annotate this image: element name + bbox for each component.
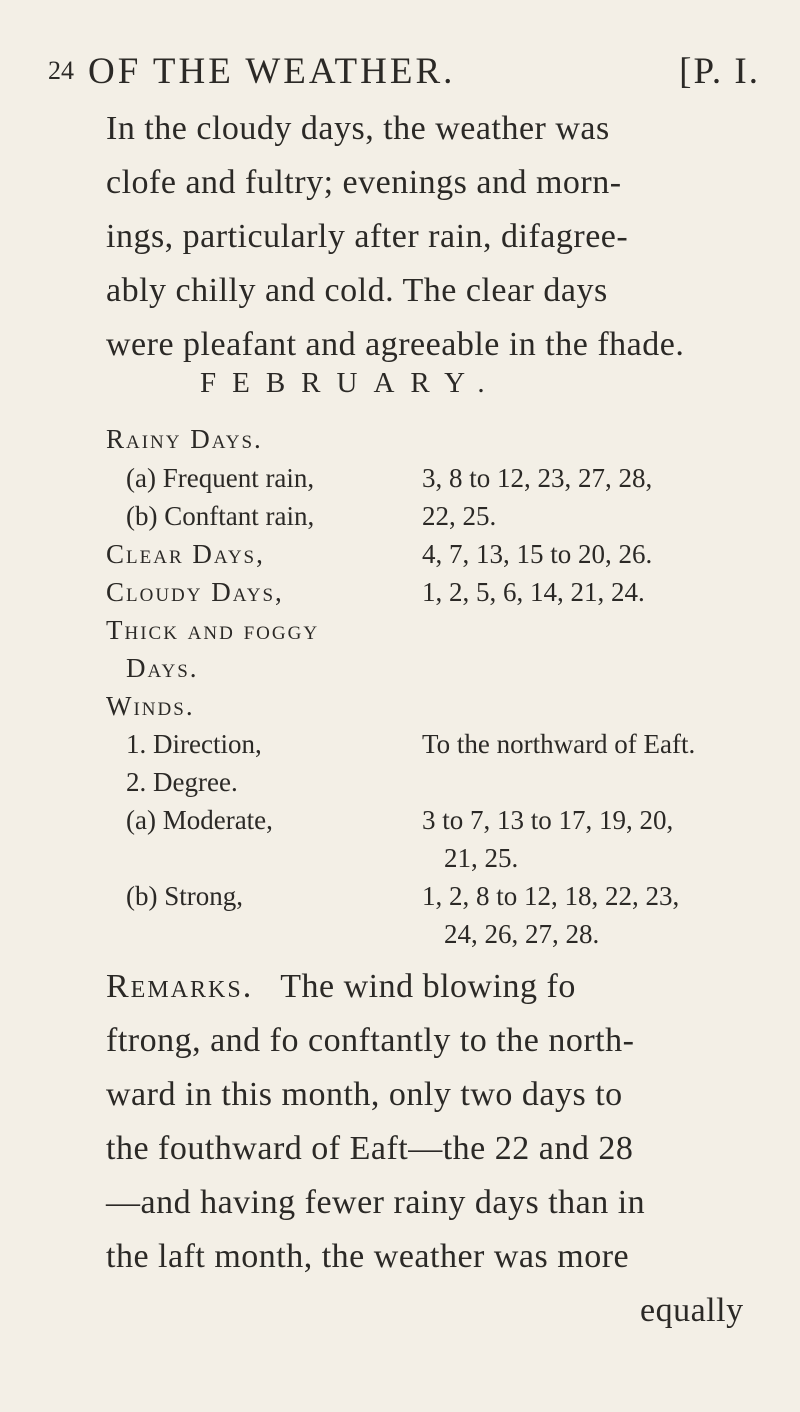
cloudy-days-value: 1, 2, 5, 6, 14, 21, 24. [422,577,645,607]
catchword: equally [640,1292,744,1329]
clear-days-value: 4, 7, 13, 15 to 20, 26. [422,539,653,569]
month-heading: FEBRUARY. [200,367,501,399]
remarks-line-6: the laft month, the weather was more [106,1238,630,1275]
remarks-first-line [106,968,576,1006]
page-number: 24 [48,56,74,85]
thick-foggy-label: Thick and foggy [106,615,320,645]
moderate-label: (a) Moderate, [126,805,273,835]
strong-value: 1, 2, 8 to 12, 18, 22, 23, [422,881,680,911]
remarks-line-5: —and having fewer rainy days than in [106,1184,646,1221]
direction-value: To the northward of Eaft. [422,729,696,759]
constant-rain-value: 22, 25. [422,501,497,531]
intro-line-3: ings, particularly after rain, difagree- [106,218,629,255]
rainy-days-label: Rainy Days. [106,424,263,454]
intro-line-4: ably chilly and cold. The clear days [106,272,608,309]
part-marker: [P. I. [679,51,760,92]
remarks-label: Remarks. [106,968,254,1005]
strong-value-cont: 24, 26, 27, 28. [444,919,600,949]
remarks-line-2: ftrong, and fo conftantly to the north- [106,1022,635,1059]
frequent-rain-label: (a) Frequent rain, [126,463,315,493]
winds-label: Winds. [106,691,195,721]
intro-line-1: In the cloudy days, the weather was [106,110,610,147]
cloudy-days-label: Cloudy Days, [106,577,284,607]
remarks-line-3: ward in this month, only two days to [106,1076,623,1113]
moderate-value-cont: 21, 25. [444,843,519,873]
running-header [48,50,760,100]
frequent-rain-value: 3, 8 to 12, 23, 27, 28, [422,463,653,493]
moderate-value: 3 to 7, 13 to 17, 19, 20, [422,805,674,835]
intro-line-2: clofe and fultry; evenings and morn- [106,164,622,201]
strong-label: (b) Strong, [126,881,243,911]
direction-label: 1. Direction, [126,729,262,759]
constant-rain-label: (b) Conftant rain, [126,501,315,531]
thick-foggy-label-days: Days. [126,653,199,683]
clear-days-label: Clear Days, [106,539,265,569]
running-title: OF THE WEATHER. [88,51,456,92]
degree-label: 2. Degree. [126,767,238,797]
intro-line-5: were pleafant and agreeable in the fhade. [106,326,685,363]
remarks-line-1: The wind blowing fo [280,968,576,1005]
remarks-line-4: the fouthward of Eaft—the 22 and 28 [106,1130,634,1167]
